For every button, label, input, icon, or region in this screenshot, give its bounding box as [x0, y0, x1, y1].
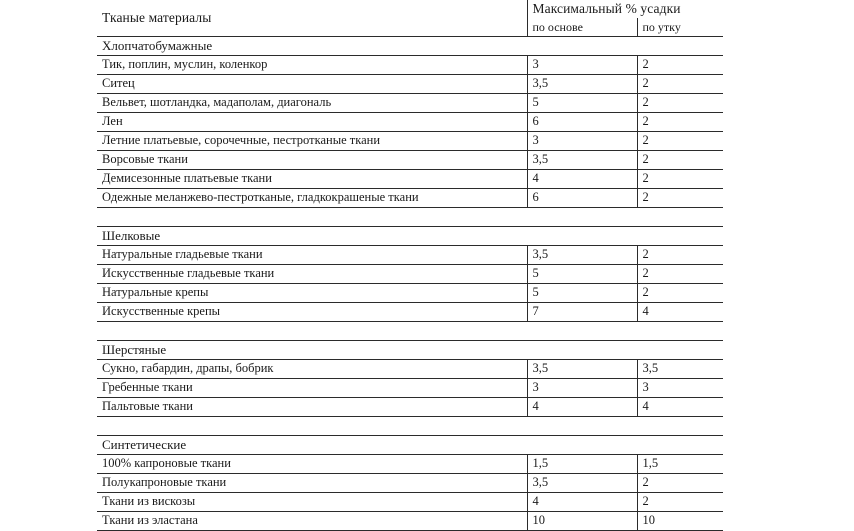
fabric-shrinkage-table — [97, 0, 723, 531]
cell-material-name: Демисезонные платьевые ткани — [97, 170, 527, 189]
table-header — [97, 0, 723, 37]
cell-material-name: Сукно, габардин, драпы, бобрик — [97, 360, 527, 379]
cell-shrinkage-weft: 2 — [637, 94, 723, 113]
section-gap-cell — [97, 417, 723, 436]
cell-shrinkage-warp: 1,5 — [527, 455, 637, 474]
section-title: Шерстяные — [97, 341, 723, 360]
table-row — [97, 132, 723, 151]
section-title: Синтетические — [97, 436, 723, 455]
cell-material-name: Тик, поплин, муслин, коленкор — [97, 56, 527, 75]
cell-shrinkage-warp: 3,5 — [527, 246, 637, 265]
cell-shrinkage-weft: 2 — [637, 132, 723, 151]
cell-shrinkage-weft: 4 — [637, 398, 723, 417]
cell-material-name: Вельвет, шотландка, мадаполам, диагональ — [97, 94, 527, 113]
table-row — [97, 189, 723, 208]
table-row — [97, 56, 723, 75]
table-row — [97, 246, 723, 265]
cell-material-name: Ткани из вискозы — [97, 493, 527, 512]
cell-shrinkage-warp: 3 — [527, 56, 637, 75]
cell-shrinkage-warp: 3 — [527, 132, 637, 151]
section-title-row — [97, 37, 723, 56]
cell-shrinkage-warp: 5 — [527, 284, 637, 303]
cell-shrinkage-weft: 3 — [637, 379, 723, 398]
cell-shrinkage-weft: 4 — [637, 303, 723, 322]
cell-shrinkage-warp: 5 — [527, 265, 637, 284]
table-row — [97, 379, 723, 398]
table-row — [97, 493, 723, 512]
table-row — [97, 303, 723, 322]
section-title-row — [97, 227, 723, 246]
cell-shrinkage-weft: 2 — [637, 113, 723, 132]
header-material-column: Тканые материалы — [97, 0, 527, 37]
cell-material-name: Натуральные гладьевые ткани — [97, 246, 527, 265]
cell-shrinkage-weft: 3,5 — [637, 360, 723, 379]
cell-shrinkage-warp: 3,5 — [527, 474, 637, 493]
table-row — [97, 265, 723, 284]
cell-material-name: Пальтовые ткани — [97, 398, 527, 417]
cell-shrinkage-warp: 4 — [527, 170, 637, 189]
table-row — [97, 151, 723, 170]
cell-shrinkage-warp: 4 — [527, 398, 637, 417]
section-gap — [97, 208, 723, 227]
cell-shrinkage-warp: 10 — [527, 512, 637, 531]
cell-material-name: Ткани из эластана — [97, 512, 527, 531]
table-row — [97, 94, 723, 113]
cell-shrinkage-weft: 2 — [637, 246, 723, 265]
cell-shrinkage-warp: 4 — [527, 493, 637, 512]
cell-material-name: Ситец — [97, 75, 527, 94]
section-gap — [97, 417, 723, 436]
cell-shrinkage-warp: 6 — [527, 189, 637, 208]
table-row — [97, 75, 723, 94]
cell-material-name: Искусственные крепы — [97, 303, 527, 322]
cell-shrinkage-weft: 2 — [637, 56, 723, 75]
cell-shrinkage-weft: 2 — [637, 265, 723, 284]
cell-material-name: Ворсовые ткани — [97, 151, 527, 170]
cell-material-name: Натуральные крепы — [97, 284, 527, 303]
header-warp: по основе — [527, 18, 637, 37]
section-gap-cell — [97, 322, 723, 341]
table-row — [97, 113, 723, 132]
cell-shrinkage-weft: 2 — [637, 493, 723, 512]
table-row — [97, 284, 723, 303]
cell-material-name: Одежные меланжево-пестротканые, гладкокрашеные ткани — [97, 189, 527, 208]
section-gap-cell — [97, 208, 723, 227]
cell-shrinkage-weft: 1,5 — [637, 455, 723, 474]
cell-material-name: 100% капроновые ткани — [97, 455, 527, 474]
cell-shrinkage-weft: 2 — [637, 151, 723, 170]
cell-material-name: Искусственные гладьевые ткани — [97, 265, 527, 284]
cell-shrinkage-weft: 2 — [637, 189, 723, 208]
cell-shrinkage-weft: 2 — [637, 284, 723, 303]
cell-shrinkage-warp: 3,5 — [527, 360, 637, 379]
cell-shrinkage-weft: 2 — [637, 75, 723, 94]
table-row — [97, 474, 723, 493]
cell-material-name: Лен — [97, 113, 527, 132]
section-title: Шелковые — [97, 227, 723, 246]
cell-shrinkage-warp: 7 — [527, 303, 637, 322]
header-shrinkage-group: Максимальный % усадки — [527, 0, 723, 18]
header-row-primary — [97, 0, 723, 18]
header-weft: по утку — [637, 18, 723, 37]
cell-material-name: Полукапроновые ткани — [97, 474, 527, 493]
cell-shrinkage-warp: 5 — [527, 94, 637, 113]
cell-shrinkage-warp: 3,5 — [527, 75, 637, 94]
cell-shrinkage-warp: 3,5 — [527, 151, 637, 170]
table-row — [97, 398, 723, 417]
cell-shrinkage-weft: 2 — [637, 474, 723, 493]
cell-material-name: Гребенные ткани — [97, 379, 527, 398]
section-title: Хлопчатобумажные — [97, 37, 723, 56]
cell-shrinkage-weft: 10 — [637, 512, 723, 531]
cell-shrinkage-warp: 6 — [527, 113, 637, 132]
section-title-row — [97, 341, 723, 360]
section-gap — [97, 322, 723, 341]
table-row — [97, 455, 723, 474]
cell-material-name: Летние платьевые, сорочечные, пестротканые ткани — [97, 132, 527, 151]
section-title-row — [97, 436, 723, 455]
cell-shrinkage-warp: 3 — [527, 379, 637, 398]
table-row — [97, 360, 723, 379]
table-body — [97, 37, 723, 531]
cell-shrinkage-weft: 2 — [637, 170, 723, 189]
table-row — [97, 512, 723, 531]
table-row — [97, 170, 723, 189]
